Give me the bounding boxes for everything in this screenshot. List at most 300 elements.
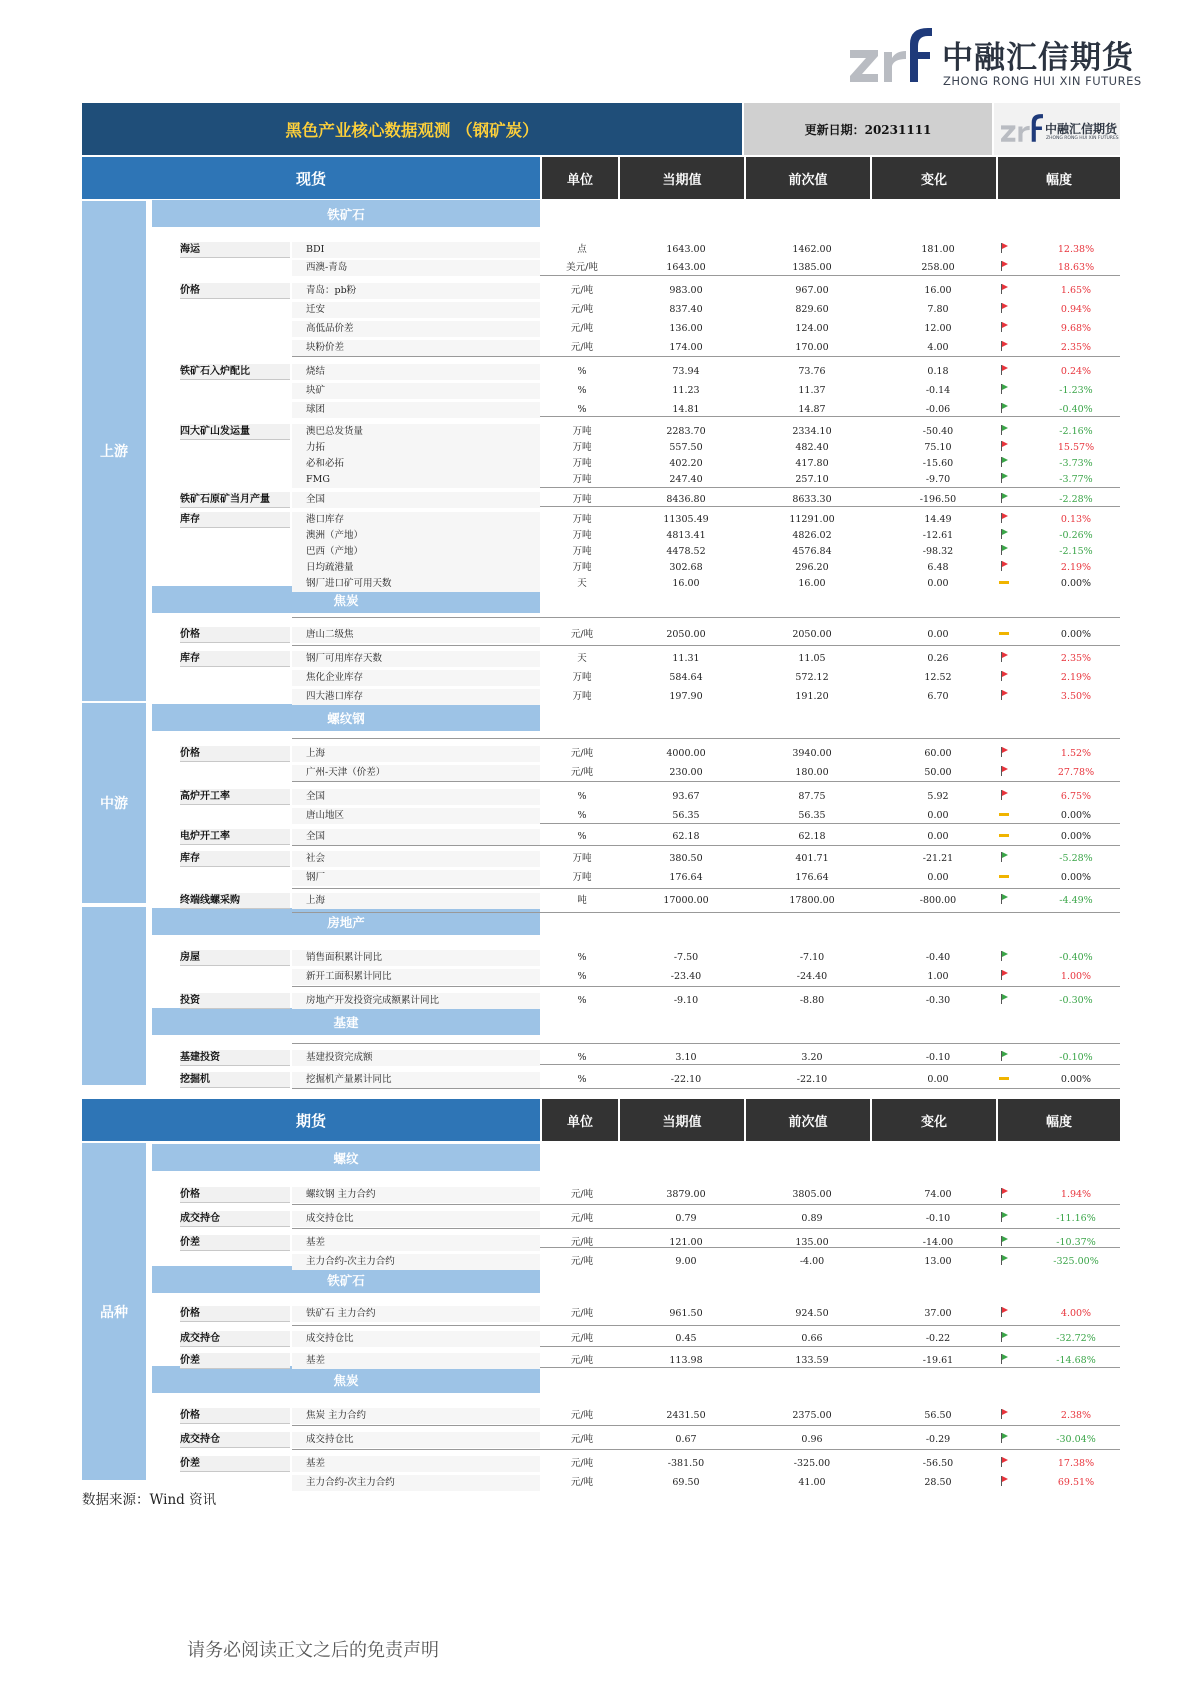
- table-row: [292, 492, 1120, 508]
- col-pct: 幅度: [998, 157, 1120, 199]
- subcat-real-estate: 房地产: [152, 908, 540, 935]
- previous-value: 133.59: [795, 1355, 829, 1366]
- spot-title: 现货: [82, 157, 540, 199]
- table-row: [292, 689, 1120, 705]
- previous-value: 191.20: [795, 691, 829, 702]
- change-value: -12.61: [922, 530, 954, 541]
- red-flag-icon: [997, 689, 1011, 705]
- indicator-name: 港口库存: [306, 514, 345, 525]
- current-value: 136.00: [669, 323, 703, 334]
- unit-value: 元/吨: [570, 1434, 594, 1445]
- row-separator: [292, 912, 1120, 913]
- table-row: [292, 456, 1120, 472]
- fcol-change: 变化: [872, 1099, 996, 1141]
- col-change: 变化: [872, 157, 996, 199]
- current-value: 16.00: [672, 578, 700, 589]
- current-value: 247.40: [669, 474, 703, 485]
- futures-title: 期货: [82, 1099, 540, 1141]
- unit-value: 万吨: [572, 546, 592, 557]
- change-value: 12.52: [924, 672, 952, 683]
- pct-value: 12.38%: [1057, 244, 1095, 255]
- unit-value: 万吨: [572, 514, 592, 525]
- table-row: [292, 472, 1120, 488]
- indicator-name: 焦化企业库存: [306, 672, 364, 683]
- change-value: 5.92: [927, 791, 949, 802]
- indicator-name: BDI: [306, 244, 325, 255]
- group-label: 海运: [180, 242, 290, 258]
- indicator-cell-bg: [292, 242, 540, 258]
- change-value: 12.00: [924, 323, 952, 334]
- unit-value: 美元/吨: [566, 262, 598, 273]
- current-value: 197.90: [669, 691, 703, 702]
- unit-value: 元/吨: [570, 323, 594, 334]
- indicator-name: 唐山地区: [306, 810, 345, 821]
- group-label: 房屋: [180, 950, 290, 966]
- red-flag-icon: [997, 651, 1011, 667]
- table-row: [292, 1072, 1120, 1088]
- group-label: 价差: [180, 1353, 290, 1369]
- group-label: 铁矿石入炉配比: [180, 364, 290, 380]
- unit-value: %: [577, 366, 587, 377]
- unit-value: 万吨: [572, 872, 592, 883]
- indicator-name: 上海: [306, 895, 326, 906]
- row-separator: [292, 1449, 1120, 1450]
- red-flag-icon: [997, 364, 1011, 380]
- indicator-name: 广州-天津（价差）: [306, 767, 386, 778]
- change-value: 56.50: [924, 1410, 952, 1421]
- indicator-cell-bg: [292, 383, 540, 399]
- red-flag-icon: [997, 1475, 1011, 1491]
- group-label: 成交持仓: [180, 1432, 290, 1448]
- indicator-name: 必和必拓: [306, 458, 345, 469]
- pct-value: 1.65%: [1060, 285, 1092, 296]
- group-label: 四大矿山发运量: [180, 424, 290, 440]
- change-value: -0.10: [925, 1213, 951, 1224]
- current-value: -9.10: [673, 995, 699, 1006]
- change-value: 0.26: [927, 653, 949, 664]
- previous-value: 16.00: [798, 578, 826, 589]
- unit-value: 万吨: [572, 426, 592, 437]
- flat-dash-icon: [997, 829, 1011, 845]
- previous-value: 4576.84: [792, 546, 832, 557]
- unit-value: 元/吨: [570, 285, 594, 296]
- green-flag-icon: [997, 851, 1011, 867]
- previous-value: 11.05: [798, 653, 826, 664]
- subcat-iron-ore-futures: 铁矿石: [152, 1266, 540, 1293]
- table-row: [292, 512, 1120, 528]
- current-value: 230.00: [669, 767, 703, 778]
- group-label: 投资: [180, 993, 290, 1009]
- current-value: 9.00: [675, 1256, 697, 1267]
- table-row: [292, 302, 1120, 318]
- current-value: 11.31: [672, 653, 700, 664]
- indicator-name: 成交持仓比: [306, 1434, 354, 1445]
- current-value: 1643.00: [666, 244, 706, 255]
- current-value: 837.40: [669, 304, 703, 315]
- unit-value: %: [577, 831, 587, 842]
- pct-value: 3.50%: [1060, 691, 1092, 702]
- pct-value: -0.40%: [1059, 404, 1093, 415]
- group-label: 库存: [180, 512, 290, 528]
- previous-value: 296.20: [795, 562, 829, 573]
- current-value: 983.00: [669, 285, 703, 296]
- indicator-name: 高低品价差: [306, 323, 354, 334]
- current-value: 1643.00: [666, 262, 706, 273]
- pct-value: -3.73%: [1059, 458, 1093, 469]
- unit-value: 元/吨: [570, 748, 594, 759]
- change-value: -98.32: [922, 546, 954, 557]
- table-row: [292, 1408, 1120, 1424]
- indicator-name: 新开工面积累计同比: [306, 971, 392, 982]
- pct-value: 0.13%: [1060, 514, 1092, 525]
- green-flag-icon: [997, 492, 1011, 508]
- change-value: 28.50: [924, 1477, 952, 1488]
- pct-value: 0.00%: [1060, 578, 1092, 589]
- change-value: 0.00: [927, 1074, 949, 1085]
- indicator-name: 基差: [306, 1355, 326, 1366]
- previous-value: 73.76: [798, 366, 826, 377]
- fcol-current: 当期值: [620, 1099, 744, 1141]
- current-value: 2431.50: [666, 1410, 706, 1421]
- change-value: -0.29: [925, 1434, 951, 1445]
- change-value: 4.00: [927, 342, 949, 353]
- unit-value: %: [577, 385, 587, 396]
- current-value: 961.50: [669, 1308, 703, 1319]
- red-flag-icon: [997, 969, 1011, 985]
- unit-value: 元/吨: [570, 1213, 594, 1224]
- indicator-name: 迁安: [306, 304, 326, 315]
- previous-value: 401.71: [795, 853, 829, 864]
- flat-dash-icon: [997, 808, 1011, 824]
- data-source: 数据来源：Wind 资讯: [82, 1492, 217, 1508]
- unit-value: 天: [577, 653, 587, 664]
- table-row: [292, 364, 1120, 380]
- previous-value: 41.00: [798, 1477, 826, 1488]
- table-row: [292, 893, 1120, 909]
- table-row: [292, 670, 1120, 686]
- unit-value: 元/吨: [570, 1458, 594, 1469]
- table-row: [292, 321, 1120, 337]
- table-row: [292, 808, 1120, 824]
- indicator-name: 力拓: [306, 442, 326, 453]
- current-value: 4000.00: [666, 748, 706, 759]
- pct-value: 9.68%: [1060, 323, 1092, 334]
- change-value: 0.00: [927, 831, 949, 842]
- red-flag-icon: [997, 283, 1011, 299]
- green-flag-icon: [997, 424, 1011, 440]
- unit-value: %: [577, 810, 587, 821]
- green-flag-icon: [997, 993, 1011, 1009]
- current-value: 11.23: [672, 385, 700, 396]
- logo-cn-text: 中融汇信期货: [942, 40, 1134, 76]
- red-flag-icon: [997, 560, 1011, 576]
- group-label: 价格: [180, 746, 290, 762]
- unit-value: 元/吨: [570, 304, 594, 315]
- group-label: 铁矿石原矿当月产量: [180, 492, 290, 508]
- report-title: 黑色产业核心数据观测 （钢矿炭）: [82, 103, 742, 155]
- unit-value: 元/吨: [570, 1410, 594, 1421]
- previous-value: 0.66: [801, 1333, 823, 1344]
- green-flag-icon: [997, 472, 1011, 488]
- previous-value: 11291.00: [789, 514, 835, 525]
- pct-value: -2.16%: [1059, 426, 1093, 437]
- unit-value: 元/吨: [570, 1256, 594, 1267]
- table-row: [292, 1187, 1120, 1203]
- col-unit: 单位: [542, 157, 618, 199]
- change-value: 75.10: [924, 442, 952, 453]
- previous-value: 3940.00: [792, 748, 832, 759]
- previous-value: 3.20: [801, 1052, 823, 1063]
- indicator-cell-bg: [292, 829, 540, 845]
- col-previous: 前次值: [746, 157, 870, 199]
- group-label: 挖掘机: [180, 1072, 290, 1088]
- current-value: 4813.41: [666, 530, 706, 541]
- red-flag-icon: [997, 440, 1011, 456]
- unit-value: 万吨: [572, 474, 592, 485]
- change-value: 0.00: [927, 872, 949, 883]
- current-value: 8436.80: [666, 494, 706, 505]
- pct-value: -10.37%: [1056, 1237, 1096, 1248]
- previous-value: -7.10: [799, 952, 825, 963]
- unit-value: 天: [577, 578, 587, 589]
- col-current: 当期值: [620, 157, 744, 199]
- row-separator: [292, 1204, 1120, 1205]
- row-separator: [292, 645, 1120, 646]
- pct-value: -2.15%: [1059, 546, 1093, 557]
- title-logo-en: ZHONG RONG HUI XIN FUTURES: [1046, 136, 1119, 141]
- indicator-name: 全国: [306, 494, 326, 505]
- indicator-name: 上海: [306, 748, 326, 759]
- unit-value: 万吨: [572, 530, 592, 541]
- indicator-name: 房地产开发投资完成额累计同比: [306, 995, 440, 1006]
- group-label: 价格: [180, 627, 290, 643]
- group-label: 电炉开工率: [180, 829, 290, 845]
- title-logo-cn: 中融汇信期货: [1045, 122, 1118, 136]
- change-value: -0.10: [925, 1052, 951, 1063]
- unit-value: 点: [577, 244, 587, 255]
- table-row: [292, 560, 1120, 576]
- unit-value: 元/吨: [570, 342, 594, 353]
- pct-value: 69.51%: [1057, 1477, 1095, 1488]
- table-row: [292, 651, 1120, 667]
- pct-value: 2.38%: [1060, 1410, 1092, 1421]
- indicator-cell-bg: [292, 1456, 540, 1472]
- previous-value: 1462.00: [792, 244, 832, 255]
- table-row: [292, 242, 1120, 258]
- previous-value: 1385.00: [792, 262, 832, 273]
- current-value: 2050.00: [666, 629, 706, 640]
- unit-value: %: [577, 1052, 587, 1063]
- previous-value: 87.75: [798, 791, 826, 802]
- pct-value: 17.38%: [1057, 1458, 1095, 1469]
- fcol-pct: 幅度: [998, 1099, 1120, 1141]
- previous-value: 176.64: [795, 872, 829, 883]
- change-value: 181.00: [921, 244, 955, 255]
- previous-value: 56.35: [798, 810, 826, 821]
- current-value: -381.50: [667, 1458, 705, 1469]
- table-row: [292, 969, 1120, 985]
- table-row: [292, 576, 1120, 592]
- previous-value: 829.60: [795, 304, 829, 315]
- change-value: 50.00: [924, 767, 952, 778]
- change-value: 14.49: [924, 514, 952, 525]
- subcat-rebar-futures: 螺纹: [152, 1144, 540, 1171]
- previous-value: 924.50: [795, 1308, 829, 1319]
- current-value: 2283.70: [666, 426, 706, 437]
- current-value: 3.10: [675, 1052, 697, 1063]
- previous-value: 2375.00: [792, 1410, 832, 1421]
- table-row: [292, 627, 1120, 643]
- indicator-cell-bg: [292, 440, 540, 456]
- indicator-name: 块矿: [306, 385, 326, 396]
- indicator-name: 唐山二级焦: [306, 629, 354, 640]
- row-separator: [292, 1228, 1120, 1229]
- subcat-rebar: 螺纹钢: [152, 704, 540, 731]
- indicator-name: 铁矿石 主力合约: [306, 1308, 376, 1319]
- current-value: 62.18: [672, 831, 700, 842]
- group-label: 价格: [180, 1187, 290, 1203]
- red-flag-icon: [997, 1187, 1011, 1203]
- unit-value: 元/吨: [570, 1477, 594, 1488]
- unit-value: %: [577, 995, 587, 1006]
- indicator-name: 焦炭 主力合约: [306, 1410, 367, 1421]
- previous-value: 3805.00: [792, 1189, 832, 1200]
- change-value: 0.00: [927, 578, 949, 589]
- change-value: 60.00: [924, 748, 952, 759]
- table-row: [292, 402, 1120, 418]
- previous-value: -4.00: [799, 1256, 825, 1267]
- group-label: 高炉开工率: [180, 789, 290, 805]
- category-variety: 品种: [82, 1143, 146, 1480]
- green-flag-icon: [997, 1254, 1011, 1270]
- pct-value: -4.49%: [1059, 895, 1093, 906]
- change-value: -56.50: [922, 1458, 954, 1469]
- flat-dash-icon: [997, 870, 1011, 886]
- disclaimer: 请务必阅读正文之后的免责声明: [187, 1640, 439, 1661]
- change-value: -21.21: [922, 853, 954, 864]
- indicator-cell-bg: [292, 870, 540, 886]
- table-row: [292, 746, 1120, 762]
- pct-value: 0.00%: [1060, 629, 1092, 640]
- table-row: [292, 851, 1120, 867]
- fcol-unit: 单位: [542, 1099, 618, 1141]
- previous-value: 0.89: [801, 1213, 823, 1224]
- previous-value: 11.37: [798, 385, 826, 396]
- previous-value: -24.40: [796, 971, 828, 982]
- table-row: [292, 765, 1120, 781]
- current-value: -22.10: [670, 1074, 702, 1085]
- unit-value: 元/吨: [570, 1333, 594, 1344]
- unit-value: 万吨: [572, 494, 592, 505]
- indicator-cell-bg: [292, 851, 540, 867]
- group-label: 价格: [180, 1306, 290, 1322]
- subcat-coke-futures: 焦炭: [152, 1366, 540, 1393]
- pct-value: -1.23%: [1059, 385, 1093, 396]
- unit-value: %: [577, 971, 587, 982]
- pct-value: 0.00%: [1060, 831, 1092, 842]
- pct-value: -14.68%: [1056, 1355, 1096, 1366]
- pct-value: 0.94%: [1060, 304, 1092, 315]
- previous-value: 482.40: [795, 442, 829, 453]
- current-value: 0.79: [675, 1213, 697, 1224]
- pct-value: -11.16%: [1056, 1213, 1096, 1224]
- pct-value: -3.77%: [1059, 474, 1093, 485]
- current-value: 584.64: [669, 672, 703, 683]
- previous-value: 417.80: [795, 458, 829, 469]
- current-value: 11305.49: [663, 514, 709, 525]
- row-separator: [292, 1325, 1120, 1326]
- unit-value: 元/吨: [570, 1189, 594, 1200]
- change-value: 13.00: [924, 1256, 952, 1267]
- change-value: -15.60: [922, 458, 954, 469]
- table-row: [292, 829, 1120, 845]
- group-label: 价格: [180, 283, 290, 299]
- category-midstream: 中游: [82, 703, 146, 903]
- previous-value: 257.10: [795, 474, 829, 485]
- pct-value: -32.72%: [1056, 1333, 1096, 1344]
- group-label: 成交持仓: [180, 1331, 290, 1347]
- green-flag-icon: [997, 1353, 1011, 1369]
- pct-value: 1.00%: [1060, 971, 1092, 982]
- pct-value: 2.19%: [1060, 562, 1092, 573]
- indicator-name: 销售面积累计同比: [306, 952, 383, 963]
- change-value: -50.40: [922, 426, 954, 437]
- current-value: 73.94: [672, 366, 700, 377]
- previous-value: 0.96: [801, 1434, 823, 1445]
- current-value: 17000.00: [663, 895, 709, 906]
- pct-value: 0.24%: [1060, 366, 1092, 377]
- row-separator: [292, 781, 1120, 782]
- unit-value: 吨: [577, 895, 587, 906]
- indicator-name: 烧结: [306, 366, 326, 377]
- indicator-name: 挖掘机产量累计同比: [306, 1074, 392, 1085]
- flat-dash-icon: [997, 576, 1011, 592]
- green-flag-icon: [997, 1211, 1011, 1227]
- unit-value: %: [577, 404, 587, 415]
- indicator-name: 巴西（产地）: [306, 546, 364, 557]
- unit-value: 万吨: [572, 691, 592, 702]
- unit-value: 万吨: [572, 853, 592, 864]
- unit-value: 元/吨: [570, 1308, 594, 1319]
- previous-value: 180.00: [795, 767, 829, 778]
- current-value: 380.50: [669, 853, 703, 864]
- table-row: [292, 1306, 1120, 1322]
- unit-value: %: [577, 791, 587, 802]
- pct-value: -5.28%: [1059, 853, 1093, 864]
- green-flag-icon: [997, 893, 1011, 909]
- row-separator: [292, 356, 1120, 357]
- unit-value: 元/吨: [570, 629, 594, 640]
- change-value: 0.00: [927, 629, 949, 640]
- indicator-cell-bg: [292, 492, 540, 508]
- change-value: 1.00: [927, 971, 949, 982]
- row-separator: [292, 986, 1120, 987]
- current-value: 0.67: [675, 1434, 697, 1445]
- previous-value: -22.10: [796, 1074, 828, 1085]
- indicator-name: FMG: [306, 474, 330, 485]
- indicator-name: 基建投资完成额: [306, 1052, 373, 1063]
- green-flag-icon: [997, 1331, 1011, 1347]
- pct-value: -2.28%: [1059, 494, 1093, 505]
- subcat-coke: 焦炭: [152, 586, 540, 613]
- current-value: 302.68: [669, 562, 703, 573]
- indicator-cell-bg: [292, 402, 540, 418]
- group-label: 成交持仓: [180, 1211, 290, 1227]
- pct-value: -30.04%: [1056, 1434, 1096, 1445]
- change-value: 7.80: [927, 304, 949, 315]
- current-value: 69.50: [672, 1477, 700, 1488]
- green-flag-icon: [997, 1432, 1011, 1448]
